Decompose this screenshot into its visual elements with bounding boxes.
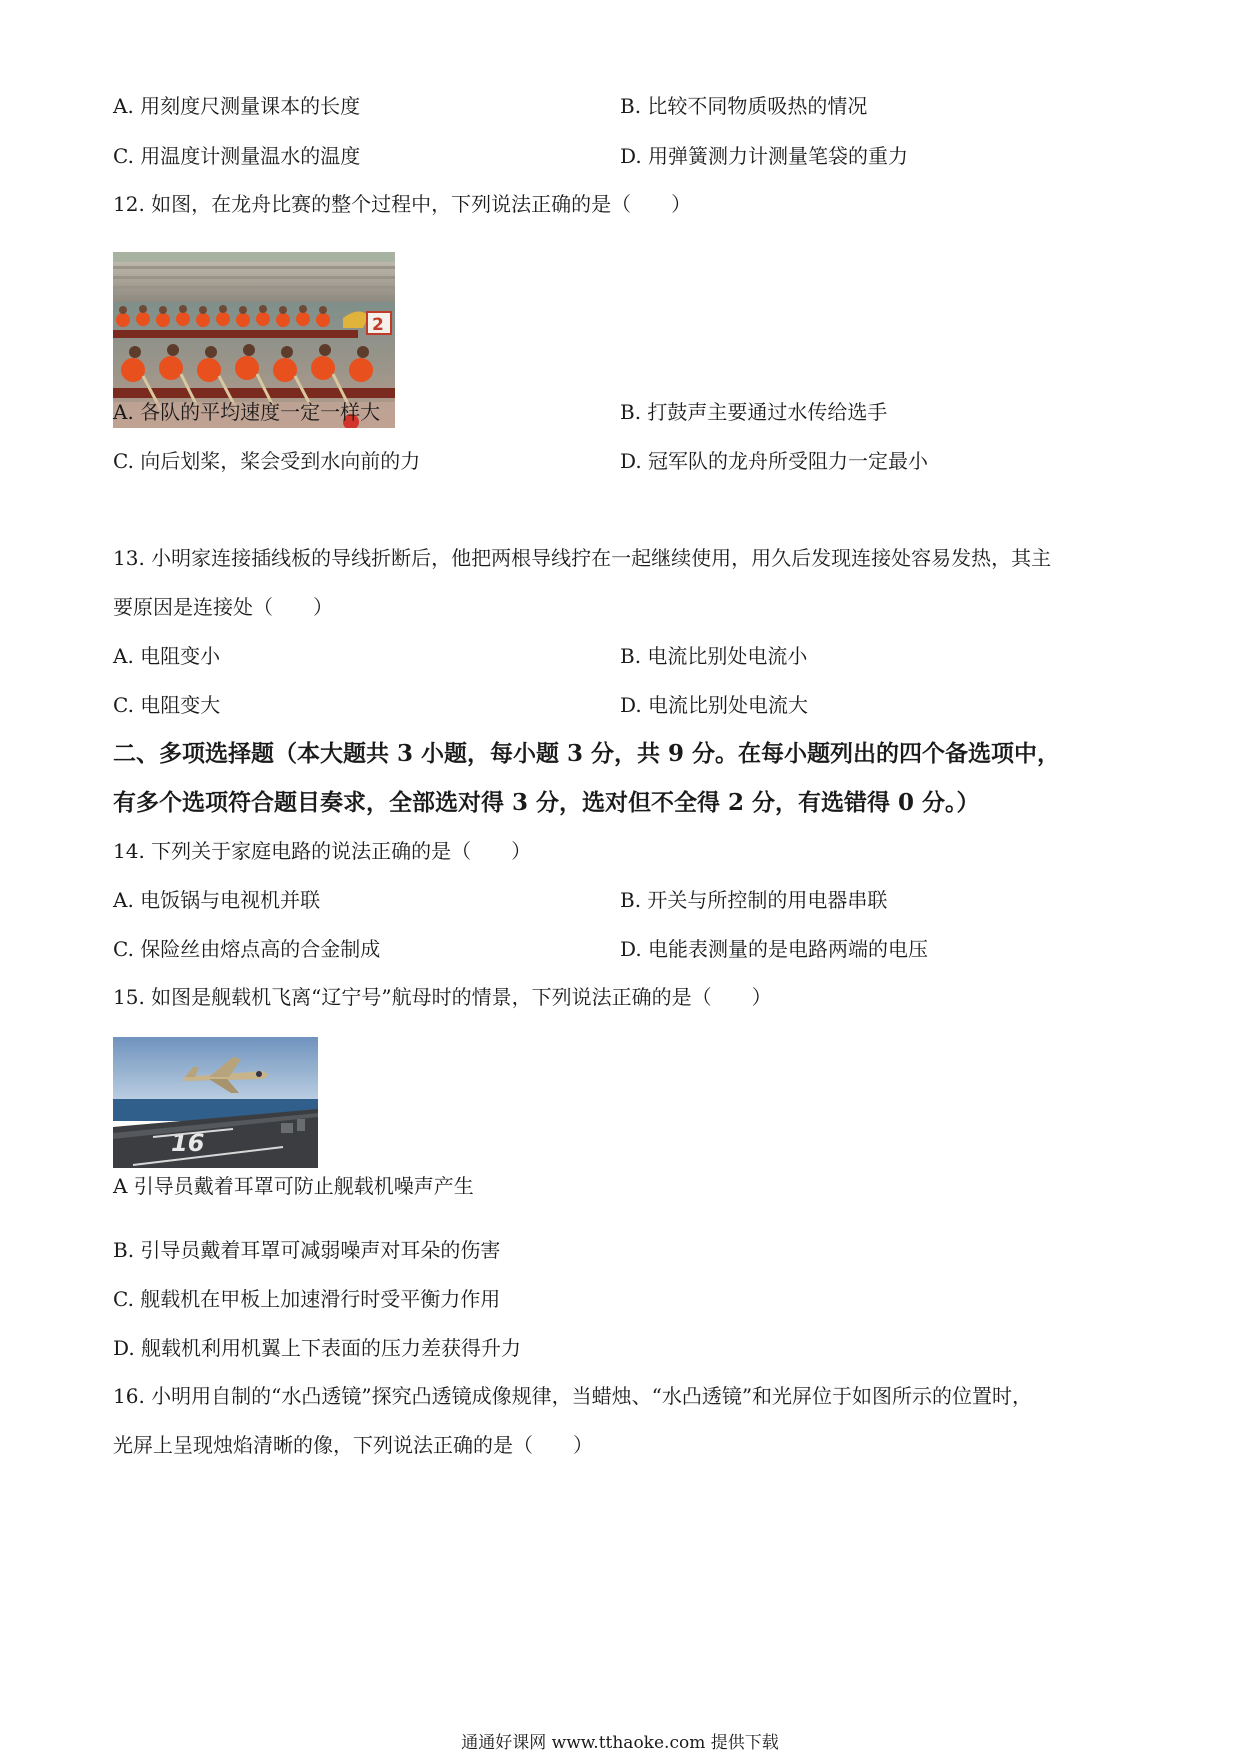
q12-option-a[interactable]: A. 各队的平均速度一定一样大 (113, 400, 381, 424)
q12-options-row-1 (113, 392, 1133, 432)
q13-option-b[interactable]: B. 电流比别处电流小 (620, 644, 808, 668)
q12-options-row-2 (113, 441, 1133, 481)
boat-number-label: 2 (372, 315, 384, 335)
q11-option-d[interactable]: D. 用弹簧测力计测量笔袋的重力 (620, 144, 909, 168)
q13-stem-line-2: 要原因是连接处（ ） (113, 595, 333, 619)
q11-option-b[interactable]: B. 比较不同物质吸热的情况 (620, 94, 868, 118)
q14-option-c[interactable]: C. 保险丝由熔点高的合金制成 (113, 937, 381, 961)
q15-stem: 15. 如图是舰载机飞离“辽宁号”航母时的情景，下列说法正确的是（ ） (113, 985, 772, 1009)
deck-number-label: 16 (171, 1129, 205, 1157)
q15-option-a[interactable]: A 引导员戴着耳罩可防止舰载机噪声产生 (113, 1174, 474, 1198)
section-2-heading-line-2: 有多个选项符合题目奏求，全部选对得 3 分，选对但不全得 2 分，有选错得 0 分。） (113, 789, 980, 816)
section-2-heading-line-1: 二、多项选择题（本大题共 3 小题，每小题 3 分，共 9 分。在每小题列出的四个备选项中， (113, 740, 1061, 767)
q15-option-c[interactable]: C. 舰载机在甲板上加速滑行时受平衡力作用 (113, 1287, 501, 1311)
q13-option-d[interactable]: D. 电流比别处电流大 (620, 693, 809, 717)
q14-options-row-2 (113, 929, 1133, 969)
q15-option-d[interactable]: D. 舰载机利用机翼上下表面的压力差获得升力 (113, 1336, 522, 1360)
q11-options-row-1 (113, 86, 1133, 126)
q14-option-a[interactable]: A. 电饭锅与电视机并联 (113, 888, 321, 912)
q13-stem-line-1: 13. 小明家连接插线板的导线折断后，他把两根导线拧在一起继续使用，用久后发现连接处容易发热，其主 (113, 546, 1052, 570)
q13-option-a[interactable]: A. 电阻变小 (113, 644, 221, 668)
q13-options-row-1 (113, 636, 1133, 676)
q11-option-a[interactable]: A. 用刻度尺测量课本的长度 (113, 94, 361, 118)
q11-option-c[interactable]: C. 用温度计测量温水的温度 (113, 144, 361, 168)
q12-option-b[interactable]: B. 打鼓声主要通过水传给选手 (620, 400, 888, 424)
q14-option-b[interactable]: B. 开关与所控制的用电器串联 (620, 888, 888, 912)
carrier-jet-photo (113, 1037, 318, 1168)
q12-option-d[interactable]: D. 冠军队的龙舟所受阻力一定最小 (620, 449, 929, 473)
q11-options-row-2 (113, 136, 1133, 176)
q13-option-c[interactable]: C. 电阻变大 (113, 693, 221, 717)
q15-option-b[interactable]: B. 引导员戴着耳罩可减弱噪声对耳朵的伤害 (113, 1238, 501, 1262)
q16-stem-line-1: 16. 小明用自制的“水凸透镜”探究凸透镜成像规律，当蜡烛、“水凸透镜”和光屏位于如图所示的位置时， (113, 1384, 1033, 1408)
q14-option-d[interactable]: D. 电能表测量的是电路两端的电压 (620, 937, 929, 961)
q16-stem-line-2: 光屏上呈现烛焰清晰的像，下列说法正确的是（ ） (113, 1433, 593, 1457)
q12-option-c[interactable]: C. 向后划桨，桨会受到水向前的力 (113, 449, 421, 473)
page-footer: 通通好课网 www.tthaoke.com 提供下载 (461, 1733, 779, 1753)
q14-options-row-1 (113, 880, 1133, 920)
q12-stem: 12. 如图，在龙舟比赛的整个过程中，下列说法正确的是（ ） (113, 192, 692, 216)
q14-stem: 14. 下列关于家庭电路的说法正确的是（ ） (113, 839, 532, 863)
q13-options-row-2 (113, 685, 1133, 725)
